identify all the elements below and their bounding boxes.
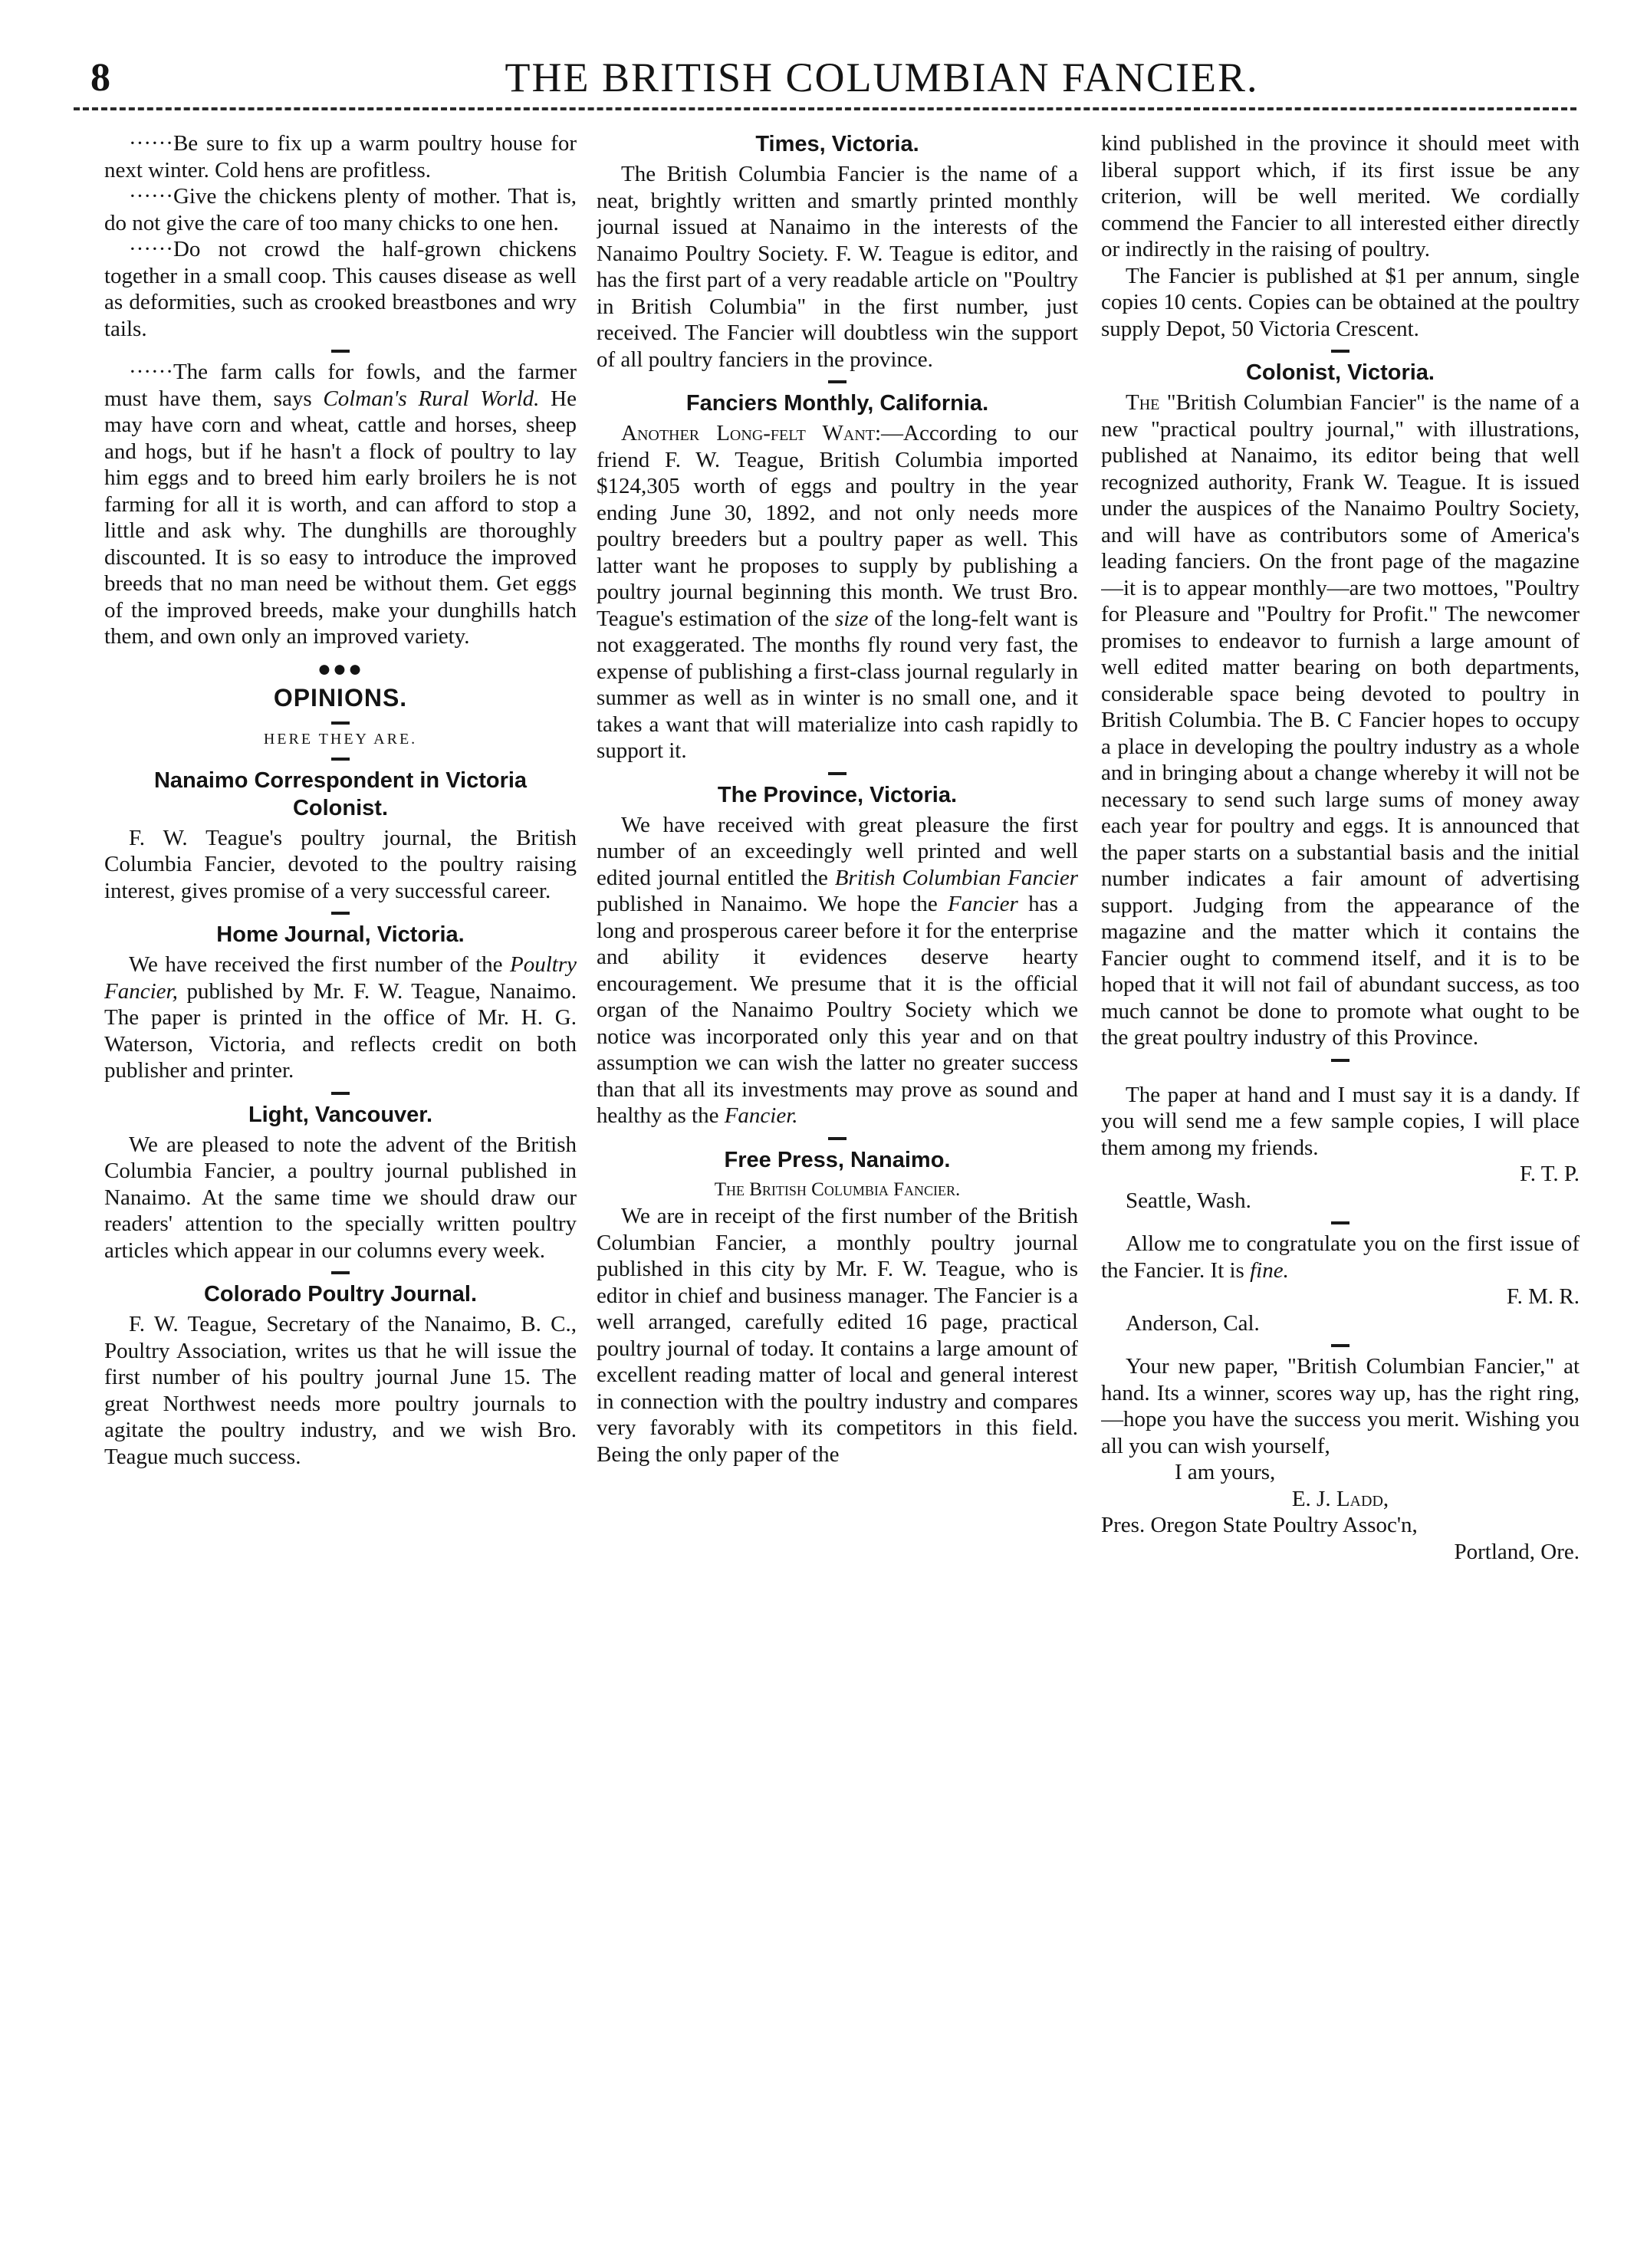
paragraph-province: We have received with great pleasure the first number of an exceedingly well printed and well edited journal entitled the British Columbian Fancier published in Nanaimo. We hope the Fancier has a long and prosperous career before it for the enterprise and ability it evidences deserve hearty encouragement. We presume that it is the official organ of the Nanaimo Poultry Society which we notice was incorporated only this year and on that assumption we can wish the latter no greater success than that all its investments may prove as sound and healthy as the Fancier. <box>597 812 1078 1128</box>
running-title: THE BRITISH COLUMBIAN FANCIER. <box>505 54 1259 100</box>
heading-light-vancouver: Light, Vancouver. <box>248 1102 433 1127</box>
letter-portland: Your new paper, "British Columbian Fancier," at hand. Its a winner, scores way up, has the right ring,—hope you have the success you merit. Wishing you all you can wish yourself, <box>1101 1354 1580 1458</box>
section-dash <box>1331 350 1349 353</box>
section-dash <box>1331 1221 1349 1224</box>
section-dash <box>331 758 350 761</box>
section-dash <box>331 350 350 353</box>
signature-fmr: F. M. R. <box>1506 1284 1580 1309</box>
paragraph-plenty-of-mother: ······Give the chickens plenty of mother. That is, do not give the care of too many chicks to one hen. <box>104 184 577 235</box>
signature-ladd: E. J. Ladd, <box>1291 1486 1389 1511</box>
paragraph-light-vancouver: We are pleased to note the advent of the British Columbia Fancier, a poultry journal published in Nanaimo. At the same time we should draw our readers' attention to the specially written poultry articles which appear in our columns every week. <box>104 1132 577 1263</box>
here-they-are: HERE THEY ARE. <box>263 730 418 748</box>
letter-anderson: Allow me to congratulate you on the first issue of the Fancier. It is fine. <box>1101 1231 1580 1283</box>
paragraph-free-press: We are in receipt of the first number of the British Columbian Fancier, a monthly poultry journal published in this city by Mr. F. W. Teague, who is editor in chief and business manager. The Fancier is a well arranged, carefully edited 16 page, practical poultry journal of today. It contains a large amount of excellent reading matter of local and general interest in connection with the poultry industry and compares very favorably with its competitors in this field. Being the only paper of the <box>597 1204 1078 1467</box>
opinions-heading: OPINIONS. <box>273 683 408 712</box>
section-dash <box>828 772 847 775</box>
paragraph-colorado: F. W. Teague, Secretary of the Nanaimo, B. C., Poultry Association, writes us that he will issue the first number of his poultry journal June 15. The great Northwest needs more poultry journals to agitate the poultry industry, and we wish Bro. Teague much success. <box>104 1312 577 1469</box>
header-rule <box>74 107 1576 110</box>
section-dash <box>1331 1059 1349 1062</box>
column-3 <box>1101 130 1580 2201</box>
heading-colorado: Colorado Poultry Journal. <box>203 1282 478 1307</box>
heading-times-victoria: Times, Victoria. <box>755 132 919 156</box>
section-dash <box>828 1137 847 1140</box>
column-1 <box>104 130 577 2201</box>
paragraph-fanciers-monthly: Another Long-felt Want:—According to our friend F. W. Teague, British Columbia imported $124,305 worth of eggs and poultry in the year ending June 30, 1892, and not only needs more poultry breeders but a poultry paper as well. This latter want he proposes to supply by publishing a poultry journal beginning this month. We trust Bro. Teague's estimation of the size of the long-felt want is not exaggerated. The months fly round very fast, the expense of publishing a first-class journal regularly in summer as well as in winter is no small one, and it takes a want that will materialize into cash rapidly to support it. <box>597 421 1078 763</box>
ornament-dots: ●●● <box>317 656 364 682</box>
location-seattle: Seattle, Wash. <box>1126 1188 1251 1213</box>
section-dash <box>331 912 350 915</box>
signature-ftp: F. T. P. <box>1519 1162 1580 1186</box>
section-dash <box>331 721 350 725</box>
paragraph-free-press-continued: kind published in the province it should meet with liberal support which, if its first issue be any criterion, will be well merited. We cordially commend the Fancier to all interested either directly or indirectly in the raising of poultry. <box>1101 131 1580 261</box>
column-2 <box>597 130 1078 2201</box>
paragraph-farm-calls: ······The farm calls for fowls, and the farmer must have them, says Colman's Rural World. He may have corn and wheat, cattle and horses, sheep and hogs, but if he hasn't a flock of poultry to lay him eggs and to breed him early broilers he is not farming for all it is worth, and can afford to stop a little and ask why. The dunghills are thoroughly discounted. It is so easy to introduce the improved breeds that no man need be without them. Get eggs of the improved breeds, make your dunghills hatch them, and own only an improved variety. <box>104 360 577 649</box>
heading-nanaimo-correspondent: Nanaimo Correspondent in Victoria Colonist. <box>153 768 528 820</box>
section-dash <box>331 1092 350 1095</box>
heading-home-journal: Home Journal, Victoria. <box>216 922 465 947</box>
title-oregon-assoc: Pres. Oregon State Poultry Assoc'n, <box>1101 1513 1418 1537</box>
heading-colonist: Colonist, Victoria. <box>1245 360 1435 385</box>
paragraph-home-journal: We have received the first number of the Poultry Fancier, published by Mr. F. W. Teague, Nanaimo. The paper is printed in the office of Mr. H. G. Waterson, Victoria, and reflects credit on both publisher and printer. <box>104 952 577 1083</box>
section-dash <box>1331 1344 1349 1347</box>
paragraph-nanaimo-correspondent: F. W. Teague's poultry journal, the British Columbia Fancier, devoted to the poultry raising interest, gives promise of a very successful career. <box>104 825 577 903</box>
page-number: 8 <box>90 56 110 100</box>
letter-seattle: The paper at hand and I must say it is a dandy. If you will send me a few sample copies, I will place them among my friends. <box>1101 1082 1580 1160</box>
paragraph-price: The Fancier is published at $1 per annum, single copies 10 cents. Copies can be obtained at the poultry supply Depot, 50 Victoria Crescent. <box>1101 263 1580 341</box>
location-portland: Portland, Ore. <box>1454 1539 1580 1564</box>
source-colmans: Colman's Rural World. <box>323 386 540 411</box>
paragraph-do-not-crowd: ······Do not crowd the half-grown chickens together in a small coop. This causes disease as well as deformities, such as crooked breastbones and wry tails. <box>104 237 577 341</box>
heading-fanciers-monthly: Fanciers Monthly, California. <box>685 391 989 416</box>
closing-yours: I am yours, <box>1175 1460 1276 1484</box>
paragraph-times-victoria: The British Columbia Fancier is the name of a neat, brightly written and smartly printed monthly journal issued at Nanaimo in the interests of the Nanaimo Poultry Society. F. W. Teague is editor, and has the first part of a very readable article on "Poultry in British Columbia" in the first number, just received. The Fancier will doubtless win the support of all poultry fanciers in the province. <box>597 162 1078 372</box>
section-dash <box>828 380 847 383</box>
paragraph-colonist: The "British Columbian Fancier" is the name of a new "practical poultry journal," with illustrations, published at Nanaimo, its editor being that well recognized authority, Frank W. Teague. It is issued under the auspices of the Nanaimo Poultry Society, and will have as contributors some of America's leading fanciers. On the front page of the magazine—it is to appear monthly—are two mottoes, "Poultry for Pleasure and "Poultry for Profit." The newcomer promises to endeavor to furnish a large amount of well edited matter bearing on both departments, considerable space being devoted to poultry in British Columbia. The B. C Fancier hopes to occupy a place in developing the poultry industry as a whole and in bringing about a change whereby it will not be necessary to send such large sums of money away each year for poultry and eggs. It is announced that the paper starts on a substantial basis and the initial number indicates a fair amount of advertising support. Judging from the appearance of the magazine and the matter which it contains the Fancier ought to commend itself, and it is to be hoped that it will not fail of abundant success, as too much cannot be done to promote what ought to be the great poultry industry of this Province. <box>1101 390 1580 1050</box>
heading-free-press: Free Press, Nanaimo. <box>724 1147 951 1172</box>
paragraph-warm-house: ······Be sure to fix up a warm poultry house for next winter. Cold hens are profitless. <box>104 131 577 182</box>
section-dash <box>331 1271 350 1274</box>
free-press-subtitle: The British Columbia Fancier. <box>714 1178 961 1200</box>
location-anderson: Anderson, Cal. <box>1126 1310 1260 1336</box>
heading-province: The Province, Victoria. <box>717 782 958 807</box>
